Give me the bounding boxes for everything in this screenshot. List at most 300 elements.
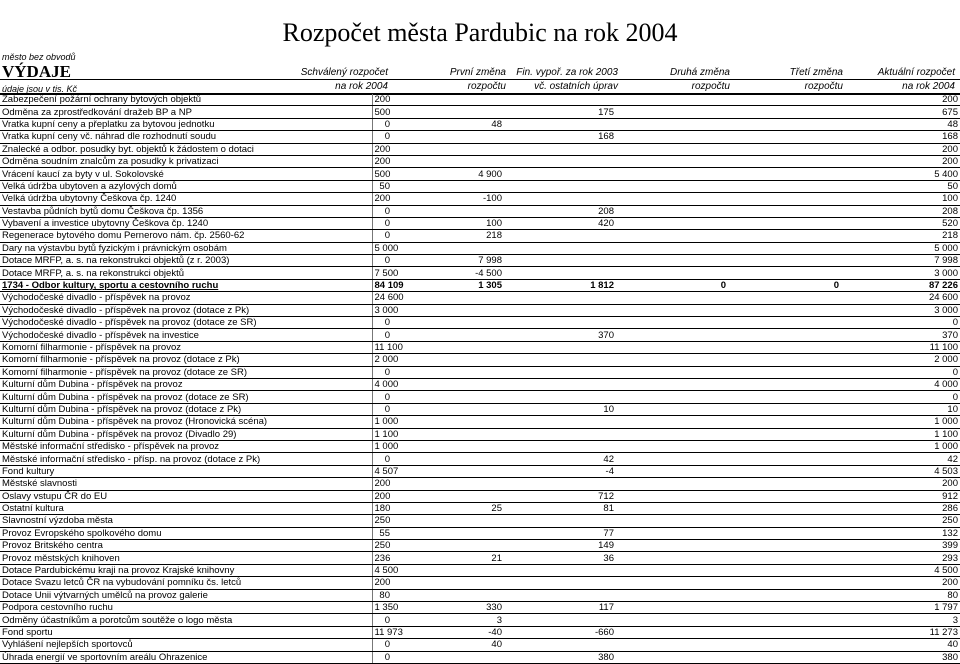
table-row [0,453,960,465]
row-label: Vratka kupní ceny vč. náhrad dle rozhodnutí soudu [0,131,372,143]
row-value [728,217,841,229]
row-value [392,453,504,465]
row-value [728,602,841,614]
table-row [0,267,960,279]
row-label: Odměny účastníkům a porotcům soutěže o logo města [0,614,372,626]
row-value [616,230,728,242]
col-header-current-sub: na rok 2004 [902,81,955,92]
budget-table [0,94,960,664]
row-label: Odměna za zprostředkování dražeb BP a NP [0,106,372,118]
row-value [392,564,504,576]
row-value: 0 [372,403,392,415]
row-value: 0 [372,639,392,651]
row-value [728,366,841,378]
row-label: Znalecké a odbor. posudky byt. objektů k žádostem o dotaci [0,143,372,155]
table-row [0,403,960,415]
row-value: 21 [392,552,504,564]
row-value [616,465,728,477]
row-value [504,478,616,490]
row-value: 5 400 [841,168,960,180]
row-value [504,94,616,106]
row-value [616,428,728,440]
row-value [728,193,841,205]
row-value [392,403,504,415]
row-value [616,131,728,143]
row-value [728,329,841,341]
row-value: 4 500 [372,564,392,576]
row-value [728,577,841,589]
row-value: 3 [392,614,504,626]
row-value: 7 500 [372,267,392,279]
row-value [728,403,841,415]
row-value: -40 [392,626,504,638]
table-row [0,465,960,477]
row-value [728,589,841,601]
row-value [504,267,616,279]
row-value: 0 [841,366,960,378]
row-value: 200 [372,490,392,502]
row-value [504,317,616,329]
table-row [0,540,960,552]
row-label: Dotace MRFP, a. s. na rekonstrukci objektů [0,267,372,279]
row-value: 1 100 [841,428,960,440]
row-value: 0 [372,205,392,217]
row-value [728,564,841,576]
row-value: -4 500 [392,267,504,279]
row-value: 11 273 [841,626,960,638]
row-value [616,217,728,229]
row-value [504,193,616,205]
row-value: 380 [841,651,960,663]
row-value: 200 [372,94,392,106]
row-value [392,304,504,316]
row-value [504,577,616,589]
row-value [616,478,728,490]
row-value: 500 [372,168,392,180]
row-value [616,540,728,552]
row-label: Provoz městských knihoven [0,552,372,564]
row-value: 675 [841,106,960,118]
row-value [728,440,841,452]
col-header-third-change: Třetí změna [789,67,843,78]
row-value: 200 [841,143,960,155]
table-row [0,589,960,601]
table-row [0,143,960,155]
row-label: Zabezpečení požární ochrany bytových objektů [0,94,372,106]
table-row [0,552,960,564]
subtitle-left: město bez obvodů [2,52,76,62]
row-value: 712 [504,490,616,502]
row-value: 40 [392,639,504,651]
row-value: 1 350 [372,602,392,614]
row-value: 200 [841,577,960,589]
row-value [616,577,728,589]
row-value [728,155,841,167]
row-value: 175 [504,106,616,118]
table-row [0,602,960,614]
row-value [728,378,841,390]
row-label: Vratka kupní ceny a přeplatku za bytovou jednotku [0,118,372,130]
table-row [0,255,960,267]
row-value: 370 [504,329,616,341]
row-value [392,317,504,329]
row-value [392,540,504,552]
table-row [0,391,960,403]
table-row [0,242,960,254]
row-value [392,106,504,118]
row-value: 0 [372,118,392,130]
row-value: 520 [841,217,960,229]
row-value [616,341,728,353]
row-value: 1 812 [504,279,616,291]
row-value: 7 998 [392,255,504,267]
row-value: 200 [372,577,392,589]
row-value: 370 [841,329,960,341]
row-value [728,490,841,502]
row-label: Vybavení a investice ubytovny Češkova čp. 1240 [0,217,372,229]
row-value [504,366,616,378]
table-row [0,341,960,353]
table-row [0,577,960,589]
row-value [616,589,728,601]
row-label: Odměna soudním znalcům za posudky k privatizaci [0,155,372,167]
row-value: 5 000 [372,242,392,254]
row-value: 200 [372,193,392,205]
row-value [504,341,616,353]
row-value: 50 [841,180,960,192]
row-value: 11 100 [841,341,960,353]
table-row [0,428,960,440]
table-row [0,118,960,130]
row-value: 1 000 [841,440,960,452]
row-value: 0 [372,131,392,143]
row-label: 1734 - Odbor kultury, sportu a cestovního ruchu [0,279,372,291]
row-label: Kulturní dům Dubina - příspěvek na provoz (Hronovická scéna) [0,416,372,428]
row-label: Komorní filharmonie - příspěvek na provoz (dotace z Pk) [0,354,372,366]
row-value [504,515,616,527]
row-value: 1 305 [392,279,504,291]
row-value [728,416,841,428]
row-value [728,502,841,514]
row-value [504,428,616,440]
row-value: 0 [372,230,392,242]
row-value [616,143,728,155]
table-row [0,292,960,304]
row-value: 42 [841,453,960,465]
row-label: Dotace Svazu letců ČR na vybudování pomníku čs. letců [0,577,372,589]
row-value [728,515,841,527]
row-value [392,428,504,440]
row-value: 50 [372,180,392,192]
row-value: 0 [372,255,392,267]
row-label: Komorní filharmonie - příspěvek na provoz [0,341,372,353]
row-value [392,94,504,106]
row-value: 0 [372,329,392,341]
row-value: 200 [372,155,392,167]
row-value: 10 [504,403,616,415]
row-label: Slavnostní výzdoba města [0,515,372,527]
row-value: 250 [372,515,392,527]
row-value [728,143,841,155]
row-value: 200 [372,478,392,490]
row-value: 11 973 [372,626,392,638]
row-value [728,292,841,304]
row-value: 200 [372,143,392,155]
row-value: 200 [841,94,960,106]
row-value [392,440,504,452]
row-value [392,391,504,403]
row-value [392,478,504,490]
row-value [616,317,728,329]
row-value: 1 797 [841,602,960,614]
row-value [728,180,841,192]
row-value: 208 [841,205,960,217]
row-value [392,378,504,390]
row-value [728,391,841,403]
table-row [0,639,960,651]
row-value [392,651,504,663]
row-label: Ostatní kultura [0,502,372,514]
row-label: Východočeské divadlo - příspěvek na provoz (dotace ze SR) [0,317,372,329]
row-value [504,168,616,180]
row-value [728,304,841,316]
row-value [504,564,616,576]
table-row [0,515,960,527]
table-row [0,502,960,514]
row-value [728,626,841,638]
row-label: Východočeské divadlo - příspěvek na investice [0,329,372,341]
row-value: 168 [841,131,960,143]
row-value [728,230,841,242]
table-row [0,440,960,452]
col-header-second-change-sub: rozpočtu [691,81,730,92]
row-value [728,205,841,217]
row-value: 293 [841,552,960,564]
row-value: 4 500 [841,564,960,576]
row-value [392,577,504,589]
table-row [0,490,960,502]
row-value: 218 [392,230,504,242]
row-value [616,267,728,279]
row-value [616,118,728,130]
row-value: 7 998 [841,255,960,267]
row-value [728,478,841,490]
row-value [504,440,616,452]
table-row [0,366,960,378]
row-value: 218 [841,230,960,242]
row-value: 4 000 [372,378,392,390]
row-value [616,614,728,626]
row-value [504,292,616,304]
row-value: 2 000 [841,354,960,366]
row-value [728,651,841,663]
row-value: 4 000 [841,378,960,390]
row-label: Vyhlášení nejlepších sportovců [0,639,372,651]
row-value [392,242,504,254]
row-value: 286 [841,502,960,514]
row-value: 81 [504,502,616,514]
row-value: 5 000 [841,242,960,254]
row-value [616,626,728,638]
row-value: 0 [372,651,392,663]
row-value [616,564,728,576]
row-value: 0 [372,317,392,329]
row-value [392,292,504,304]
row-value: 2 000 [372,354,392,366]
row-value: 36 [504,552,616,564]
row-value: 4 503 [841,465,960,477]
row-value [392,131,504,143]
row-value [504,589,616,601]
row-value [504,230,616,242]
row-value [504,639,616,651]
row-label: Východočeské divadlo - příspěvek na provoz (dotace z Pk) [0,304,372,316]
row-value [392,515,504,527]
table-row [0,614,960,626]
row-label: Dary na výstavbu bytů fyzickým i právnickým osobám [0,242,372,254]
page-title: Rozpočet města Pardubic na rok 2004 [282,18,678,47]
row-value [728,255,841,267]
row-value [504,304,616,316]
table-row [0,564,960,576]
row-value: 0 [372,391,392,403]
row-value [616,106,728,118]
row-value: 149 [504,540,616,552]
row-label: Kulturní dům Dubina - příspěvek na provoz (Divadlo 29) [0,428,372,440]
col-header-current: Aktuální rozpočet [877,67,955,78]
row-value [504,180,616,192]
row-value: 40 [841,639,960,651]
row-value: 117 [504,602,616,614]
row-value: 250 [841,515,960,527]
row-value: 48 [392,118,504,130]
row-value: 1 100 [372,428,392,440]
row-value: 168 [504,131,616,143]
row-value: 1 000 [841,416,960,428]
row-value: 0 [372,453,392,465]
table-row [0,155,960,167]
table-row [0,329,960,341]
table-row [0,478,960,490]
row-value: 912 [841,490,960,502]
row-value: 42 [504,453,616,465]
table-row [0,416,960,428]
row-value [616,453,728,465]
col-header-approved-sub: na rok 2004 [335,81,388,92]
table-row [0,279,960,291]
row-value [504,391,616,403]
row-value: 0 [372,366,392,378]
table-row [0,217,960,229]
row-value [504,242,616,254]
row-label: Velká údržba ubytovny Češkova čp. 1240 [0,193,372,205]
row-value [728,540,841,552]
row-value [504,354,616,366]
row-label: Kulturní dům Dubina - příspěvek na provoz (dotace z Pk) [0,403,372,415]
row-value: 250 [372,540,392,552]
row-value [504,155,616,167]
row-value: 3 000 [841,304,960,316]
row-value [616,639,728,651]
row-value [728,354,841,366]
row-value [616,502,728,514]
row-value [392,366,504,378]
row-value [616,255,728,267]
row-value [616,94,728,106]
row-value [616,440,728,452]
row-value [616,651,728,663]
row-label: Fond kultury [0,465,372,477]
row-label: Provoz Evropského spolkového domu [0,527,372,539]
row-value: 200 [841,155,960,167]
row-value [728,465,841,477]
row-value: 380 [504,651,616,663]
row-label: Městské informační středisko - přísp. na provoz (dotace z Pk) [0,453,372,465]
row-value [728,131,841,143]
row-value [616,292,728,304]
row-label: Velká údržba ubytoven a azylových domů [0,180,372,192]
row-value: 208 [504,205,616,217]
row-label: Kulturní dům Dubina - příspěvek na provoz [0,378,372,390]
header-divider [0,79,960,80]
col-header-first-change: První změna [449,67,506,78]
row-value [392,490,504,502]
row-value [616,354,728,366]
row-value [392,143,504,155]
row-value [616,329,728,341]
row-value [504,416,616,428]
table-row [0,94,960,106]
row-value [504,255,616,267]
row-value: 1 000 [372,416,392,428]
row-value [616,180,728,192]
row-value: 330 [392,602,504,614]
row-value [392,589,504,601]
row-label: Městské slavnosti [0,478,372,490]
row-value [616,403,728,415]
row-value [392,205,504,217]
row-value [728,106,841,118]
row-value: 3 000 [372,304,392,316]
row-label: Komorní filharmonie - příspěvek na provoz (dotace ze SR) [0,366,372,378]
row-value: 48 [841,118,960,130]
row-value [616,527,728,539]
row-value: 0 [616,279,728,291]
row-value: 0 [841,391,960,403]
row-value [504,614,616,626]
row-value: 100 [392,217,504,229]
row-value [728,168,841,180]
row-value [392,180,504,192]
row-value: -4 [504,465,616,477]
row-value [616,242,728,254]
row-value [728,639,841,651]
col-header-settlement-sub: vč. ostatních úprav [534,81,618,92]
row-value: 24 600 [841,292,960,304]
row-value [392,416,504,428]
row-label: Provoz Britského centra [0,540,372,552]
row-label: Vrácení kaucí za byty v ul. Sokolovské [0,168,372,180]
row-value: 55 [372,527,392,539]
row-value: 24 600 [372,292,392,304]
row-value [616,155,728,167]
col-header-settlement: Fin. vypoř. za rok 2003 [516,67,618,78]
row-value: 4 900 [392,168,504,180]
row-value: 500 [372,106,392,118]
row-value: 0 [841,317,960,329]
row-value: -100 [392,193,504,205]
row-value [504,143,616,155]
